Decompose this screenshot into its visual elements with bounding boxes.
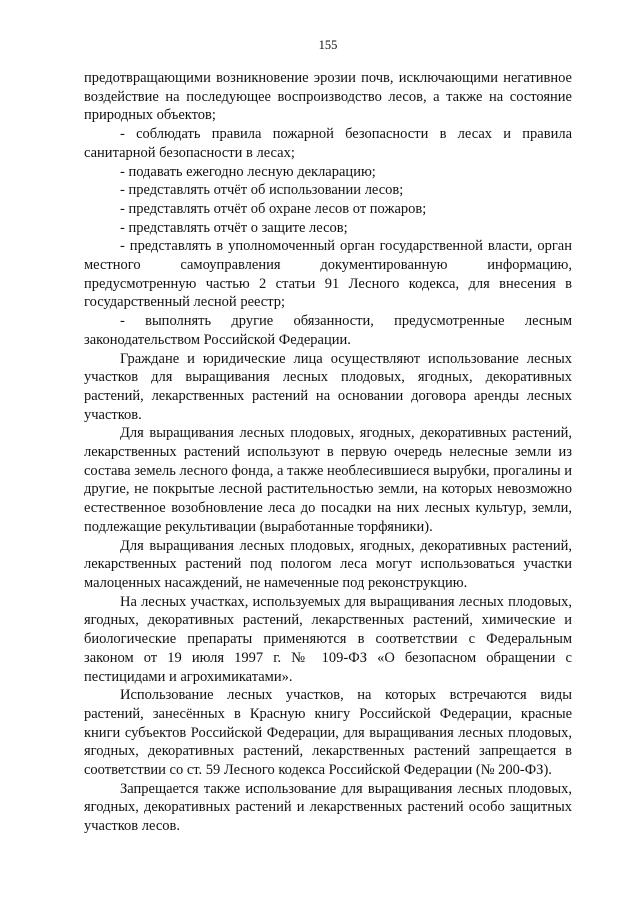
list-item-usage-report: - представлять отчёт об использовании лесов;	[120, 182, 404, 199]
list-item-fire-safety: - соблюдать правила пожарной безопасности в лесах и правила санитарной безопасности в лесах;	[84, 126, 572, 161]
paragraph-chemicals: На лесных участках, используемых для выращивания лесных плодовых, ягодных, декоративных растений, лекарственных растений, химические и биологические препараты применяются в соответствии с Федеральным законом от 19 июля 1997 г. № 109-ФЗ «О безопасном обращении с пестицидами и агрохимикатами».	[84, 593, 572, 685]
list-item-other-duties: - выполнять другие обязанности, предусмотренные лесным законодательством Российской Федерации.	[84, 313, 572, 348]
paragraph-continuation: предотвращающими возникновение эрозии почв, исключающими негативное воздействие на последующее воспроизводство лесов, а также на состояние природных объектов;	[84, 70, 572, 124]
paragraph-land-priority: Для выращивания лесных плодовых, ягодных, декоративных растений, лекарственных растений используют в первую очередь нелесные земли из состава земель лесного фонда, а также необлесившиеся вырубки, прогалины и другие, не покрытые лесной растительностью земли, на которых невозможно естественное возобновление леса до посадки на них лесных культур, земли, подлежащие рекультивации (выработанные торфяники).	[84, 425, 572, 535]
paragraph-red-book: Использование лесных участков, на которых встречаются виды растений, занесённых в Красную книгу Российской Федерации, красные книги субъектов Российской Федерации, для выращивания лесных плодовых, ягодных, декоративных растений, лекарственных растений запрещается в соответствии со ст. 59 Лесного кодекса Российской Федерации (№ 200-ФЗ).	[84, 687, 572, 779]
page-number: 155	[318, 38, 338, 52]
list-item-fire-report: - представлять отчёт об охране лесов от пожаров;	[120, 200, 427, 217]
paragraph-protected-plots: Запрещается также использование для выращивания лесных плодовых, ягодных, декоративных растений и лекарственных растений особо защитных участков лесов.	[84, 780, 572, 835]
paragraph-lease: Граждане и юридические лица осуществляют использование лесных участков для выращивания лесных плодовых, ягодных, декоративных растений, лекарственных растений на основании договора аренды лесных участков.	[84, 350, 572, 423]
list-item-protection-report: - представлять отчёт о защите лесов;	[120, 219, 348, 236]
list-item-declaration: - подавать ежегодно лесную декларацию;	[120, 163, 376, 180]
paragraph-under-canopy: Для выращивания лесных плодовых, ягодных, декоративных растений, лекарственных растений под пологом леса могут использоваться участки малоценных насаждений, не намеченные под реконструкцию.	[84, 537, 572, 591]
list-item-registry-info: - представлять в уполномоченный орган государственной власти, орган местного самоуправления документированную информацию, предусмотренную частью 2 статьи 91 Лесного кодекса, для внесения в государственный лесной реестр;	[84, 238, 572, 311]
